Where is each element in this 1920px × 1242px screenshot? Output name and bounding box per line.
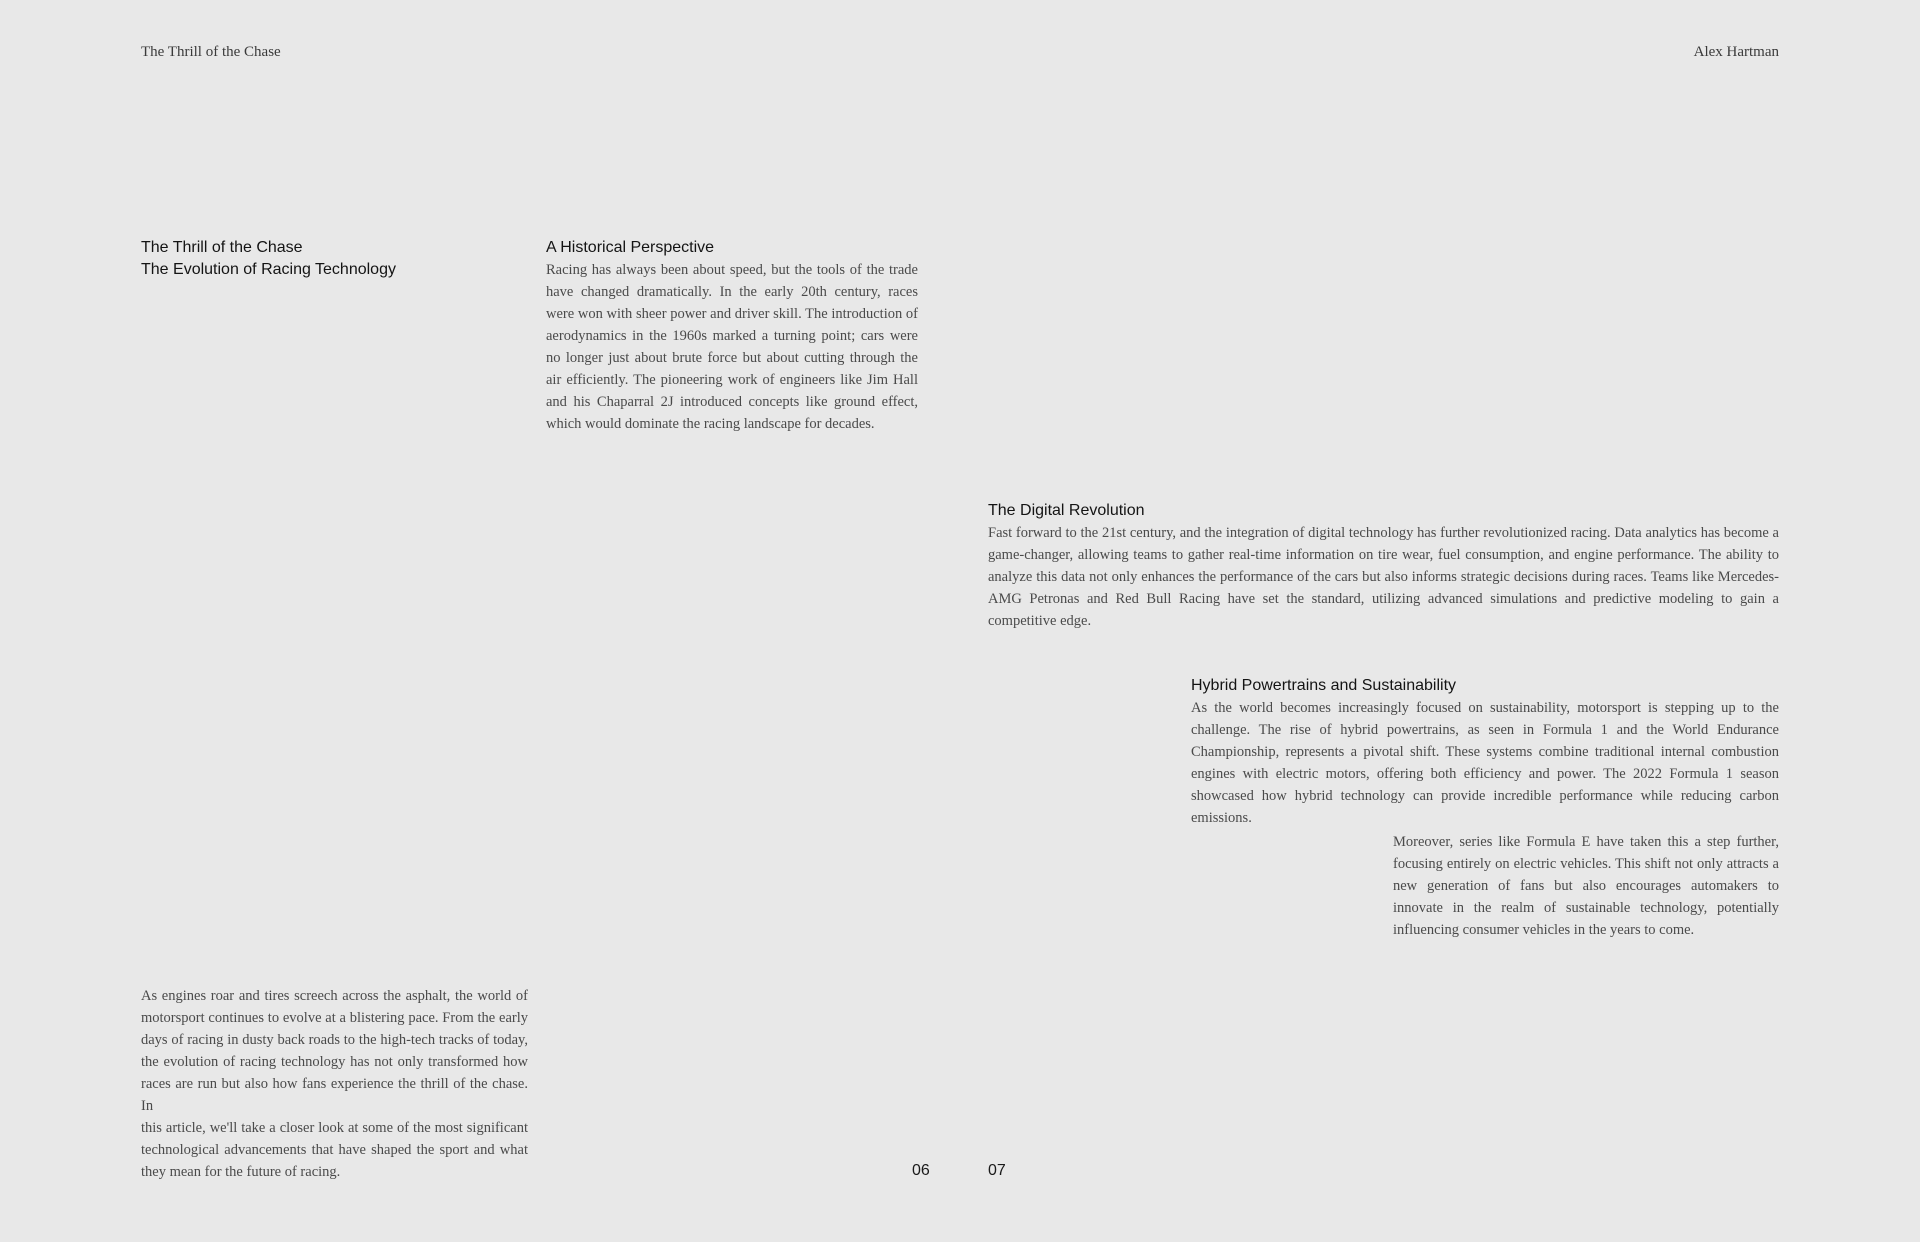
intro-paragraph-2: this article, we'll take a closer look at some of the most significant technological advancements that have shaped the sport and what they mean for the future of racing. [141,1120,528,1180]
section-historical [546,237,918,435]
section-hybrid [1191,675,1779,829]
section-heading-digital: The Digital Revolution [988,502,1145,519]
page-number-right: 07 [988,1162,1006,1179]
section-hybrid-continuation [1393,831,1779,941]
intro-block [141,985,528,1183]
section-digital [988,500,1779,632]
running-head-title: The Thrill of the Chase [141,44,281,60]
intro-paragraph-1: As engines roar and tires screech across the asphalt, the world of motorsport continues to evolve at a blistering pace. From the early days of racing in dusty back roads to the high-tech tracks of today, the evolution of racing technology has not only transformed how races are run but also how fans experience the thrill of the chase. In [141,988,528,1114]
title-block [141,237,521,281]
section-body-historical: Racing has always been about speed, but the tools of the trade have changed dramatically. In the early 20th century, races were won with sheer power and driver skill. The introduction of aerodynamics in the 1960s marked a turning point; cars were no longer just about brute force but about cutting through the air efficiently. The pioneering work of engineers like Jim Hall and his Chaparral 2J introduced concepts like ground effect, which would dominate the racing landscape for decades. [546,262,918,432]
section-body-hybrid: As the world becomes increasingly focused on sustainability, motorsport is stepping up to the challenge. The rise of hybrid powertrains, as seen in Formula 1 and the World Endurance Championship, represents a pivotal shift. These systems combine traditional internal combustion engines with electric motors, offering both efficiency and power. The 2022 Formula 1 season showcased how hybrid technology can provide incredible performance while reducing carbon emissions. [1191,700,1779,826]
section-body-hybrid-continuation: Moreover, series like Formula E have taken this a step further, focusing entirely on electric vehicles. This shift not only attracts a new generation of fans but also encourages automakers to innovate in the realm of sustainable technology, potentially influencing consumer vehicles in the years to come. [1393,834,1779,938]
section-heading-hybrid: Hybrid Powertrains and Sustainability [1191,677,1457,694]
running-head-author: Alex Hartman [1693,44,1779,60]
section-body-digital: Fast forward to the 21st century, and the integration of digital technology has further revolutionized racing. Data analytics has become a game-changer, allowing teams to gather real-time information on tire wear, fuel consumption, and engine performance. The ability to analyze this data not only enhances the performance of the cars but also informs strategic decisions during races. Teams like Mercedes-AMG Petronas and Red Bull Racing have set the standard, utilizing advanced simulations and predictive modeling to gain a competitive edge. [988,525,1779,629]
article-title: The Thrill of the Chase [141,239,303,256]
article-subtitle: The Evolution of Racing Technology [141,261,396,278]
page-number-left: 06 [912,1162,930,1179]
section-heading-historical: A Historical Perspective [546,239,715,256]
